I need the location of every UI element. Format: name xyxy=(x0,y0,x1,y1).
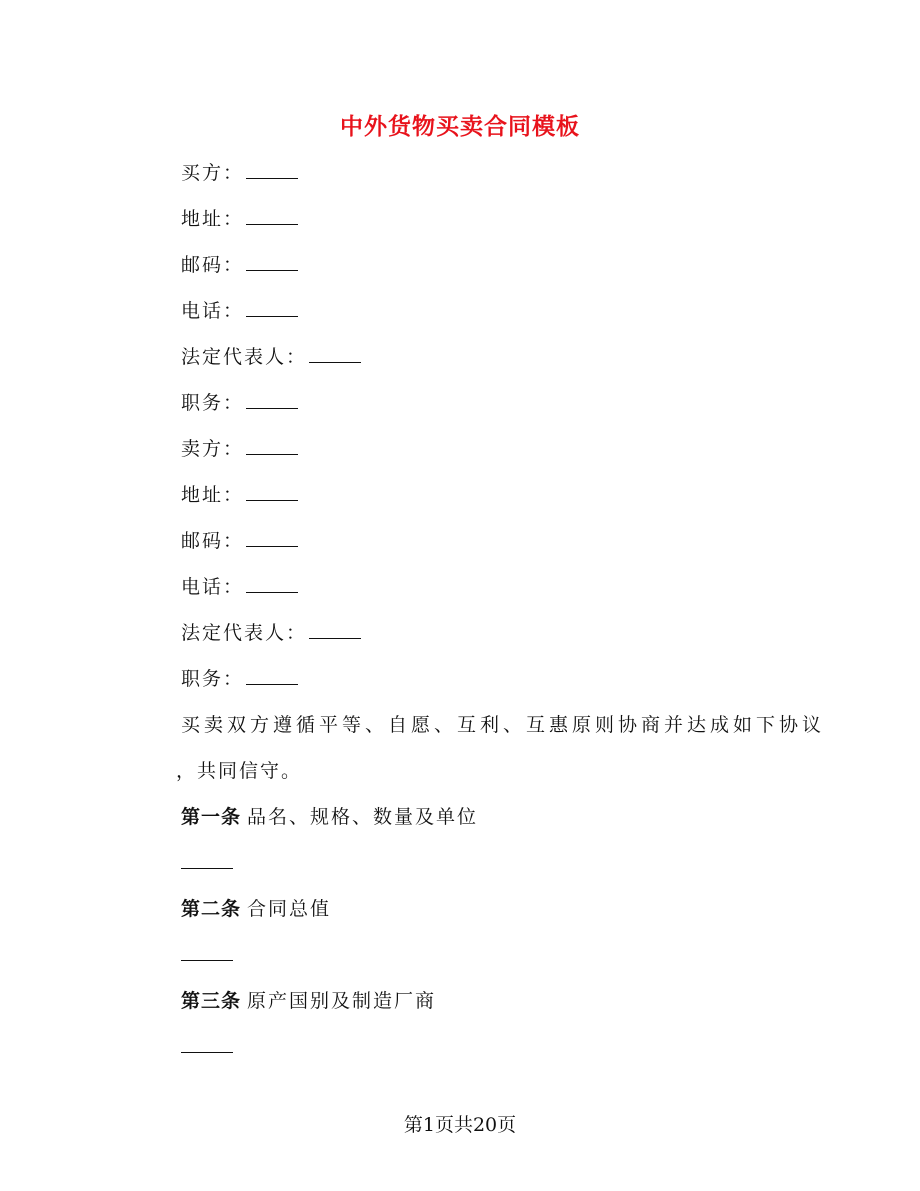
buyer-rep-blank xyxy=(309,346,361,363)
seller-address-blank xyxy=(246,484,298,501)
buyer-party-label: 买方： xyxy=(181,162,245,184)
seller-party-blank xyxy=(246,438,298,455)
article-3 xyxy=(181,988,436,1014)
article-1-number: 第一条 xyxy=(181,806,242,828)
article-3-text: 原产国别及制造厂商 xyxy=(247,990,437,1012)
buyer-phone-label: 电话： xyxy=(181,300,245,322)
article-3-number: 第三条 xyxy=(181,990,242,1012)
seller-position-field xyxy=(181,666,298,692)
article-3-blank xyxy=(181,1052,233,1053)
buyer-position-label: 职务： xyxy=(181,392,245,414)
seller-postcode-blank xyxy=(246,530,298,547)
buyer-phone-field xyxy=(181,298,298,324)
seller-phone-field xyxy=(181,574,298,600)
seller-rep-label: 法定代表人： xyxy=(181,622,308,644)
intro-line-1: 买卖双方遵循平等、自愿、互利、互惠原则协商并达成如下协议 xyxy=(181,714,826,736)
article-1-blank xyxy=(181,868,233,869)
seller-party-label: 卖方： xyxy=(181,438,245,460)
buyer-position-field xyxy=(181,390,298,416)
seller-rep-blank xyxy=(309,622,361,639)
buyer-rep-label: 法定代表人： xyxy=(181,346,308,368)
intro-line-2: ，共同信守。 xyxy=(176,760,303,782)
seller-postcode-label: 邮码： xyxy=(181,530,245,552)
article-2-number: 第二条 xyxy=(181,898,242,920)
seller-rep-field xyxy=(181,620,361,646)
seller-address-field xyxy=(181,482,298,508)
buyer-address-blank xyxy=(246,208,298,225)
buyer-address-label: 地址： xyxy=(181,208,245,230)
article-2-blank xyxy=(181,960,233,961)
buyer-phone-blank xyxy=(246,300,298,317)
article-1 xyxy=(181,804,478,830)
buyer-postcode-blank xyxy=(246,254,298,271)
seller-phone-blank xyxy=(246,576,298,593)
seller-party-field xyxy=(181,436,298,462)
buyer-rep-field xyxy=(181,344,361,370)
seller-postcode-field xyxy=(181,528,298,554)
buyer-party-field xyxy=(181,160,298,186)
page-number-footer: 第1页共20页 xyxy=(403,1114,517,1136)
seller-phone-label: 电话： xyxy=(181,576,245,598)
buyer-postcode-label: 邮码： xyxy=(181,254,245,276)
document-title: 中外货物买卖合同模板 xyxy=(340,113,580,140)
seller-address-label: 地址： xyxy=(181,484,245,506)
article-1-text: 品名、规格、数量及单位 xyxy=(247,806,479,828)
article-2 xyxy=(181,896,331,922)
buyer-position-blank xyxy=(246,392,298,409)
seller-position-blank xyxy=(246,668,298,685)
buyer-address-field xyxy=(181,206,298,232)
seller-position-label: 职务： xyxy=(181,668,245,690)
buyer-party-blank xyxy=(246,162,298,179)
article-2-text: 合同总值 xyxy=(247,898,332,920)
buyer-postcode-field xyxy=(181,252,298,278)
